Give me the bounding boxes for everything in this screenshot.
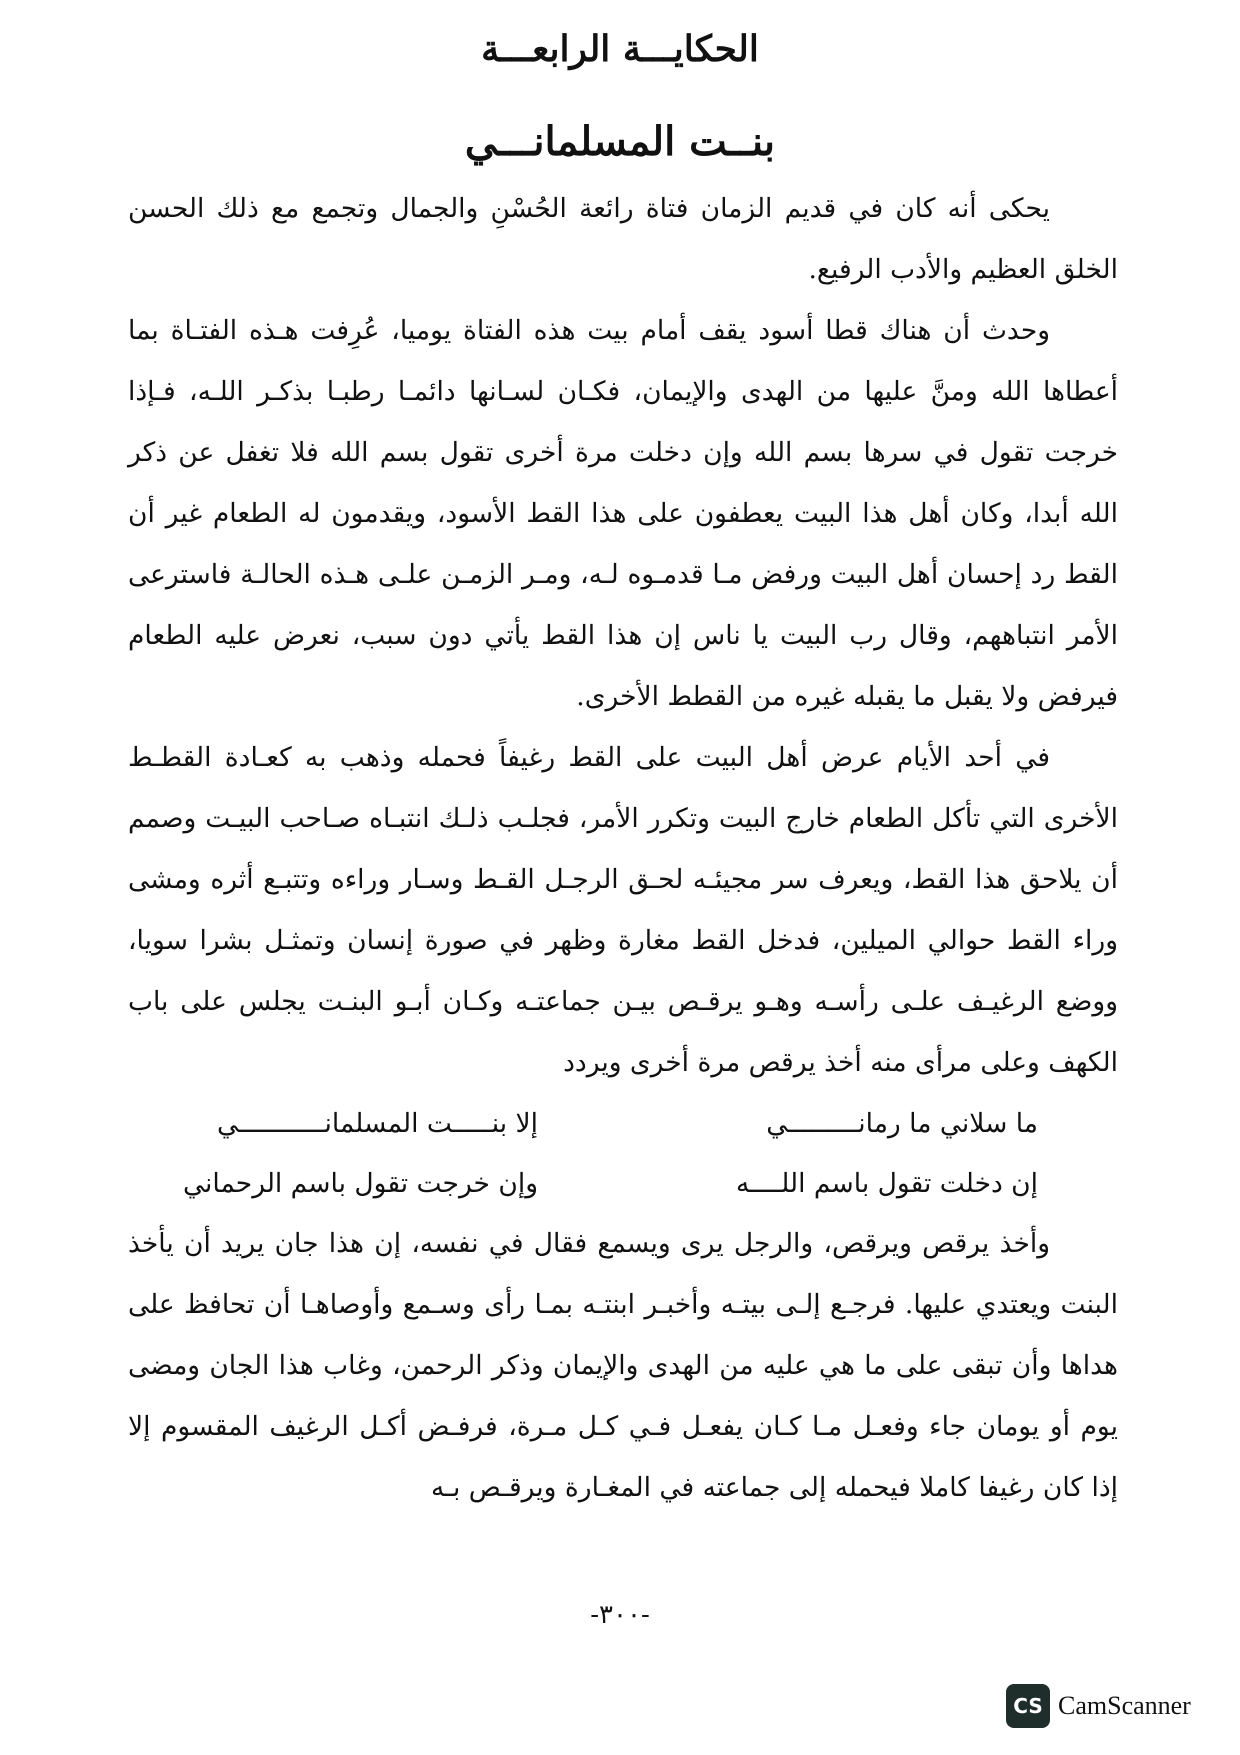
paragraph-1: يحكى أنه كان في قديم الزمان فتاة رائعة الحُسْنِ والجمال وتجمع مع ذلك الحسن الخلق العظيم والأدب الرفيع. bbox=[128, 193, 1118, 285]
verse-1-first-hemistich: ما سلاني ما رمانـــــــــي bbox=[766, 1108, 1038, 1139]
paragraph-4: وأخذ يرقص ويرقص، والرجل يرى ويسمع فقال في نفسه، إن هذا جان يريد أن يأخذ البنت ويعتدي عليها. فرجـع إلـى بيتـه وأخبـر ابنتـه بمـا رأى وسـمع وأوصاهـا أن تحافظ على هداها وأن تبقى على ما هي عليه من الهدى والإيمان وذكر الرحمن، وغاب هذا الجان ومضى يوم أو يومان جاء وفعـل مـا كـان يفعـل فـي كـل مـرة، فرفـض أكـل الرغيف المقسوم إلا إذا كان رغيفا كاملا فيحمله إلى جماعته في المغـارة ويرقـص بـه bbox=[128, 1228, 1118, 1503]
verse-2-first-hemistich: إن دخلت تقول باسم اللــــه bbox=[736, 1168, 1038, 1199]
story-subtitle: بنــت المسلمانـــي bbox=[464, 118, 776, 165]
verse-1-second-hemistich: إلا بنـــــت المسلمانـــــــــــي bbox=[217, 1108, 538, 1139]
verse-line-2 bbox=[128, 1153, 1118, 1213]
camscanner-label: CamScanner bbox=[1058, 1691, 1191, 1720]
story-body bbox=[128, 178, 1118, 1518]
story-title: الحكايـــة الرابعـــة bbox=[481, 28, 759, 70]
paragraph-2: وحدث أن هناك قطا أسود يقف أمام بيت هذه الفتاة يوميا، عُرِفت هـذه الفتـاة بما أعطاها الله ومنَّ عليها من الهدى والإيمان، فكـان لسـانها دائمـا رطبـا بذكـر اللـه، فـإذا خرجت تقول في سرها بسم الله وإن دخلت مرة أخرى تقول بسم الله فلا تغفل عن ذكر الله أبدا، وكان أهل هذا البيت يعطفون على هذا القط الأسود، ويقدمون له الطعام غير أن القط رد إحسان أهل البيت ورفض مـا قدمـوه لـه، ومـر الزمـن علـى هـذه الحالـة فاسترعى الأمر انتباههم، وقال رب البيت يا ناس إن هذا القط يأتي دون سبب، نعرض عليه الطعام فيرفض ولا يقبل ما يقبله غيره من القطط الأخرى. bbox=[128, 315, 1118, 712]
paragraph-3: في أحد الأيام عرض أهل البيت على القط رغيفاً فحمله وذهب به كعـادة القطـط الأخرى التي تأكل الطعام خارج البيت وتكرر الأمر، فجلـب ذلـك انتبـاه صـاحب البيـت وصمم أن يلاحق هذا القط، ويعرف سر مجيئـه لحـق الرجـل القـط وسـار وراءه وتتبـع أثره ومشى وراء القط حوالي الميلين، فدخل القط مغارة وظهر في صورة إنسان وتمثـل بشرا سويا، ووضع الرغيـف علـى رأسـه وهـو يرقـص بيـن جماعتـه وكـان أبـو البنـت يجلس على باب الكهف وعلى مرأى منه أخذ يرقص مرة أخرى ويردد bbox=[128, 742, 1118, 1078]
camscanner-watermark bbox=[1006, 1680, 1191, 1732]
verse-2-second-hemistich: وإن خرجت تقول باسم الرحماني bbox=[182, 1168, 538, 1199]
verse-line-1 bbox=[128, 1093, 1118, 1153]
camscanner-logo-icon: CS bbox=[1006, 1684, 1050, 1728]
page-number: -٣٠٠- bbox=[590, 1600, 650, 1630]
